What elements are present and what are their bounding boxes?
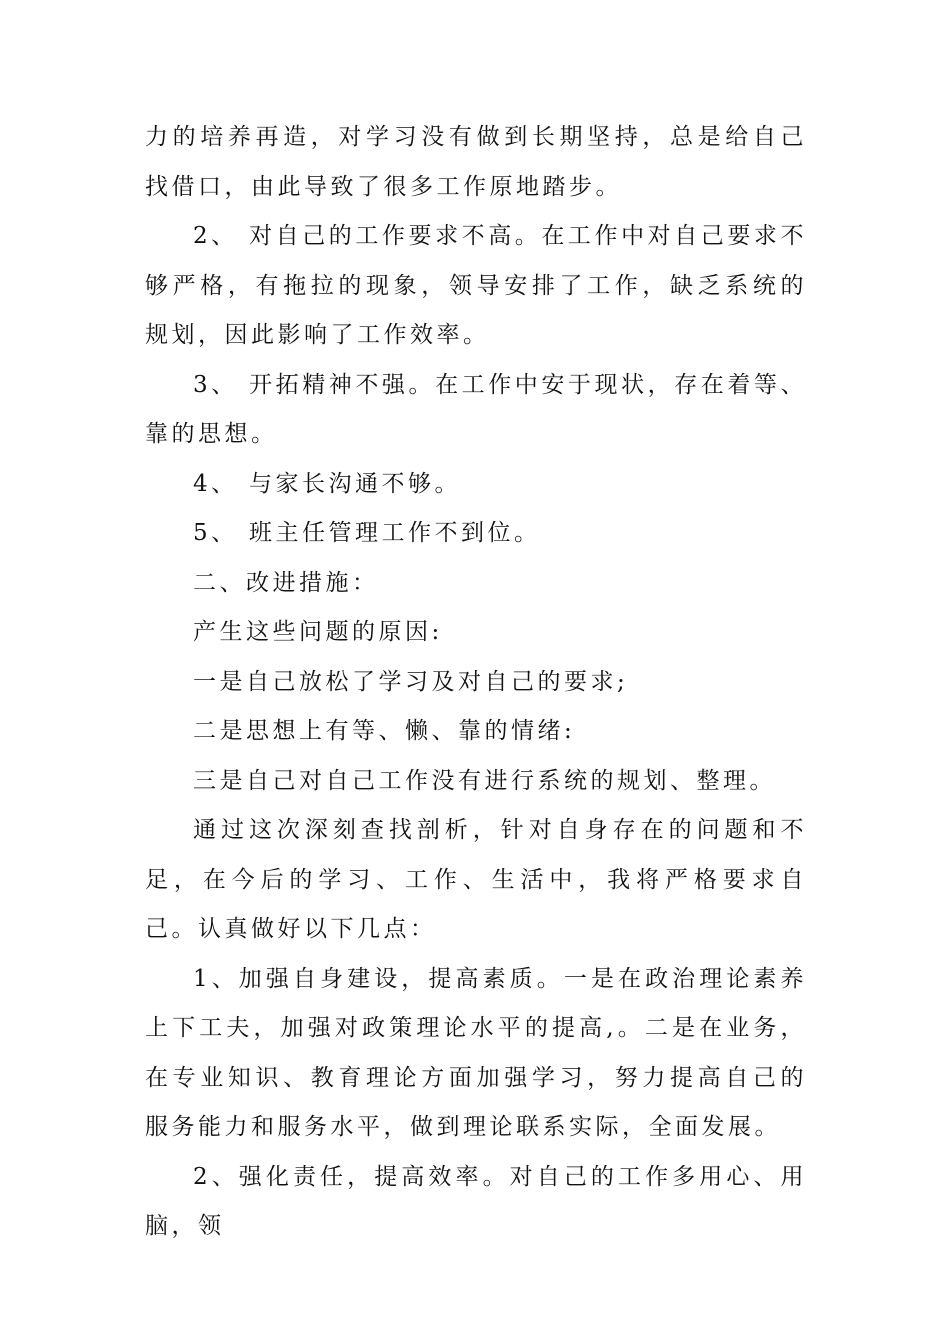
paragraph-11	[145, 806, 807, 955]
document-body	[145, 113, 807, 1252]
paragraph-7	[145, 608, 807, 658]
paragraph-8	[145, 658, 807, 708]
paragraph-5	[145, 509, 807, 559]
paragraph-text: 三是自己对自己工作没有进行系统的规划、整理。	[193, 767, 776, 794]
paragraph-10	[145, 757, 807, 807]
paragraph-3	[145, 361, 807, 460]
paragraph-text: 力的培养再造，对学习没有做到长期坚持，总是给自己找借口，由此导致了很多工作原地踏步。	[145, 124, 807, 200]
section-heading	[145, 559, 807, 609]
paragraph-text: 1、加强自身建设，提高素质。一是在政治理论素养上下工夫，加强对政策理论水平的提高,。二是在业务，在专业知识、教育理论方面加强学习，努力提高自己的服务能力和服务水平，做到理论联系实际，全面发展。	[145, 965, 807, 1140]
paragraph-1	[145, 113, 807, 212]
list-number: 5、	[193, 520, 238, 546]
list-number: 4、	[193, 470, 238, 497]
paragraph-text: 二、改进措施：	[193, 569, 379, 596]
paragraph-text: 与家长沟通不够。	[249, 470, 461, 497]
paragraph-13	[145, 1153, 807, 1252]
list-number: 2、	[193, 223, 238, 249]
paragraph-4	[145, 460, 807, 510]
paragraph-text: 二是思想上有等、懒、靠的情绪:	[193, 718, 576, 744]
paragraph-2	[145, 212, 807, 361]
paragraph-text: 通过这次深刻查找剖析，针对自身存在的问题和不足，在今后的学习、工作、生活中，我将严格要求自己。认真做好以下几点：	[145, 817, 807, 942]
paragraph-text: 产生这些问题的原因:	[193, 619, 443, 645]
paragraph-9	[145, 707, 807, 757]
paragraph-text: 2、强化责任，提高效率。对自己的工作多用心、用脑，领	[145, 1163, 807, 1239]
paragraph-text: 对自己的工作要求不高。在工作中对自己要求不够严格，有拖拉的现象，领导安排了工作，缺乏系统的规划，因此影响了工作效率。	[145, 223, 807, 348]
list-number: 3、	[193, 371, 238, 398]
paragraph-text: 开拓精神不强。在工作中安于现状，存在着等、靠的思想。	[145, 371, 807, 447]
paragraph-12	[145, 955, 807, 1153]
paragraph-text: 一是自己放松了学习及对自己的要求;	[193, 668, 629, 695]
paragraph-text: 班主任管理工作不到位。	[249, 520, 541, 546]
